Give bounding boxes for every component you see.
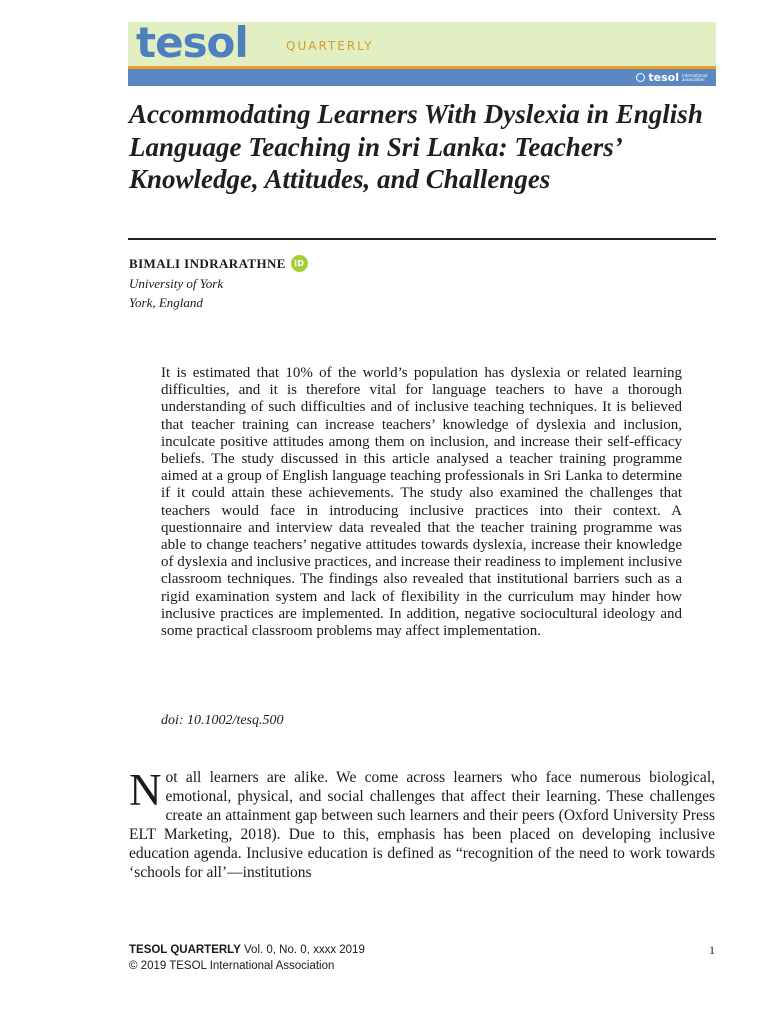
author-line <box>129 255 308 272</box>
footer-copyright: © 2019 TESOL International Association <box>129 960 335 972</box>
footer-citation <box>129 942 715 958</box>
doi-link[interactable]: doi: 10.1002/tesq.500 <box>161 713 284 728</box>
author-affiliation <box>129 274 223 312</box>
body-text: ot all learners are alike. We come across learners who face numerous biological, emotional, physical, and social challenges that affect their learning. These challenges create an attainment gap between such learners and their peers (Oxford University Press ELT Marketing, 2018). Due to this, emphasis has been placed on developing inclusive education agenda. Inclusive education is defined as “recognition of the need to work towards ‘schools for all’—institutions <box>129 769 715 882</box>
affiliation-institution: University of York <box>129 276 224 291</box>
footer-issue: Vol. 0, No. 0, xxxx 2019 <box>240 944 365 956</box>
author-name: BIMALI INDRARATHNE <box>129 255 286 271</box>
abstract: It is estimated that 10% of the world’s population has dyslexia or related learning difficulties, and it is therefore vital for language teachers to have a thorough understanding of such difficulties and of inclusive teaching techniques. It is believed that teacher training can increase teachers’ knowledge of dyslexia and inclusion, inculcate positive attitudes among them on inclusion, and increase their self-efficacy beliefs. The study discussed in this article analysed a teacher training programme aimed at a group of English language teaching professionals in Sri Lanka to determine if it could attain these achievements. The study also examined the challenges that teachers would face in introducing inclusive practices into their context. A questionnaire and interview data revealed that the teacher training programme was able to change teachers’ negative attitudes towards dyslexia, increase their knowledge of dyslexia and inclusive practices, and increase their readiness to implement inclusive classroom techniques. The findings also revealed that institutional barriers such as a rigid examination system and lack of flexibility in the curriculum may hinder how inclusive practices are implemented. In addition, negative sociocultural ideology and some practical classroom problems may affect implementation. <box>161 365 682 640</box>
association-subtext: international association <box>682 72 708 82</box>
quarterly-label: QUARTERLY <box>286 39 374 53</box>
page-footer <box>129 942 715 974</box>
drop-cap: N <box>129 765 162 815</box>
globe-icon <box>636 73 645 82</box>
page-number: 1 <box>709 943 715 957</box>
affiliation-location: York, England <box>129 295 203 310</box>
tesol-logo: tesol <box>136 18 248 67</box>
title-divider <box>128 238 716 240</box>
article-title: Accommodating Learners With Dyslexia in English Language Teaching in Sri Lanka: Teachers’ Knowledge, Attitudes, and Challenges <box>129 99 703 194</box>
association-logo-text: tesol <box>648 71 679 84</box>
footer-journal: TESOL QUARTERLY <box>129 944 241 956</box>
journal-masthead <box>128 18 716 86</box>
orcid-icon[interactable]: iD <box>291 255 308 272</box>
body-paragraph <box>129 765 715 883</box>
association-logo <box>636 71 708 84</box>
masthead-blue-band <box>128 69 716 86</box>
